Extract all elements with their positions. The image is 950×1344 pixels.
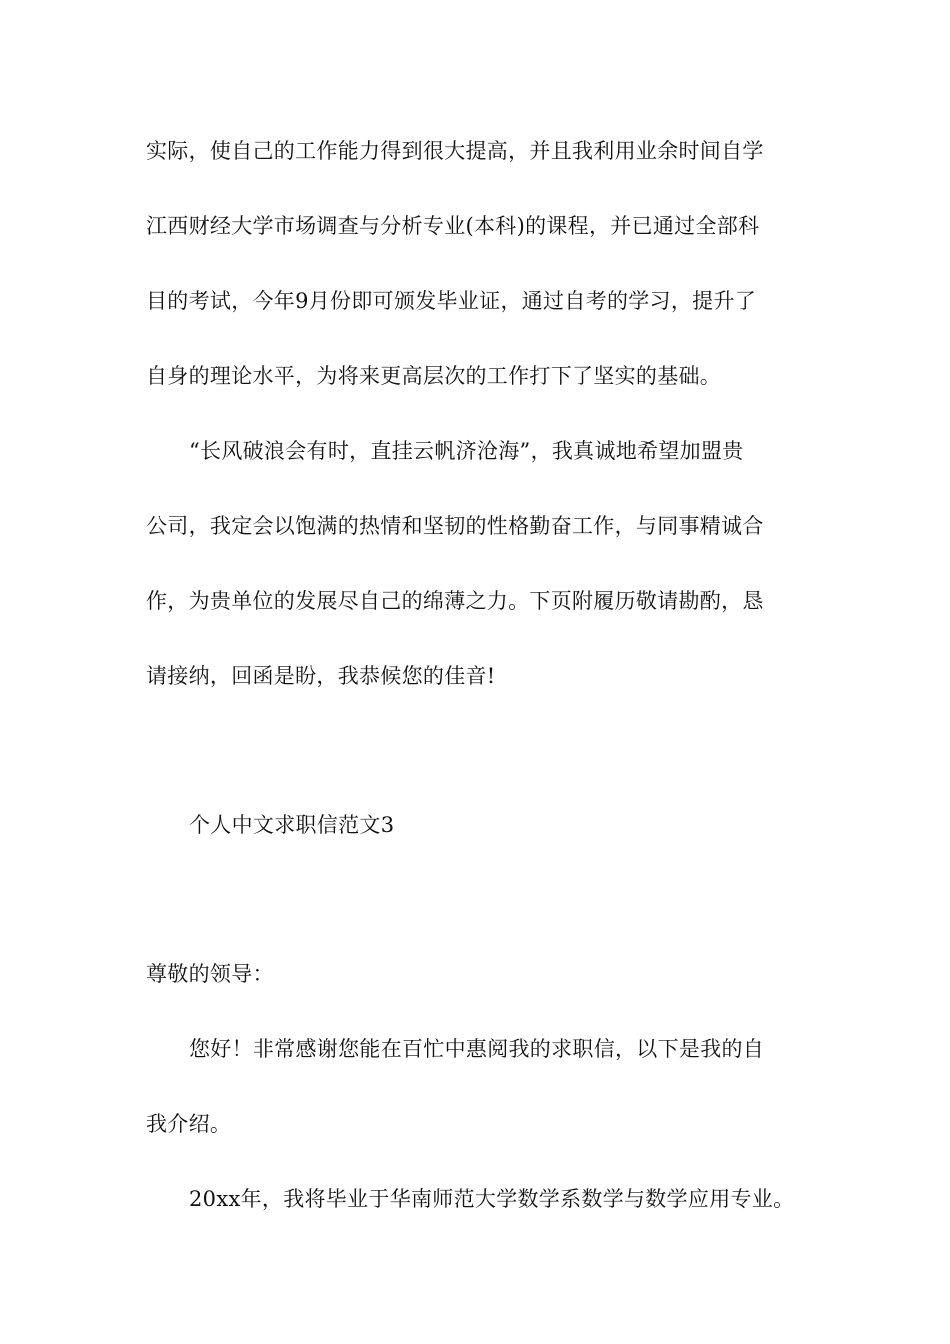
body-text-line: “长风破浪会有时，直挂云帆济沧海”，我真诚地希望加盟贵 — [189, 439, 744, 463]
section-heading: 个人中文求职信范文3 — [189, 813, 395, 837]
body-text-line: 实际，使自己的工作能力得到很大提高，并且我利用业余时间自学 — [146, 139, 764, 163]
body-text-line: 作，为贵单位的发展尽自己的绵薄之力。下页附履历敬请勘酌，恳 — [146, 589, 764, 613]
body-text-line: 公司，我定会以饱满的热情和坚韧的性格勤奋工作，与同事精诚合 — [146, 514, 764, 538]
body-text-line: 自身的理论水平，为将来更高层次的工作打下了坚实的基础。 — [146, 364, 722, 388]
body-text-line: 20xx年，我将毕业于华南师范大学数学系数学与数学应用专业。 — [189, 1187, 795, 1211]
body-text-line: 江西财经大学市场调查与分析专业(本科)的课程，并已通过全部科 — [146, 214, 760, 238]
body-text-line: 请接纳，回函是盼，我恭候您的佳音! — [146, 664, 496, 688]
body-text-line: 您好！非常感谢您能在百忙中惠阅我的求职信，以下是我的自 — [189, 1037, 765, 1061]
body-text-line: 我介绍。 — [146, 1112, 232, 1136]
salutation: 尊敬的领导： — [146, 962, 274, 986]
body-text-line: 目的考试，今年9月份即可颁发毕业证，通过自考的学习，提升了 — [146, 289, 757, 313]
